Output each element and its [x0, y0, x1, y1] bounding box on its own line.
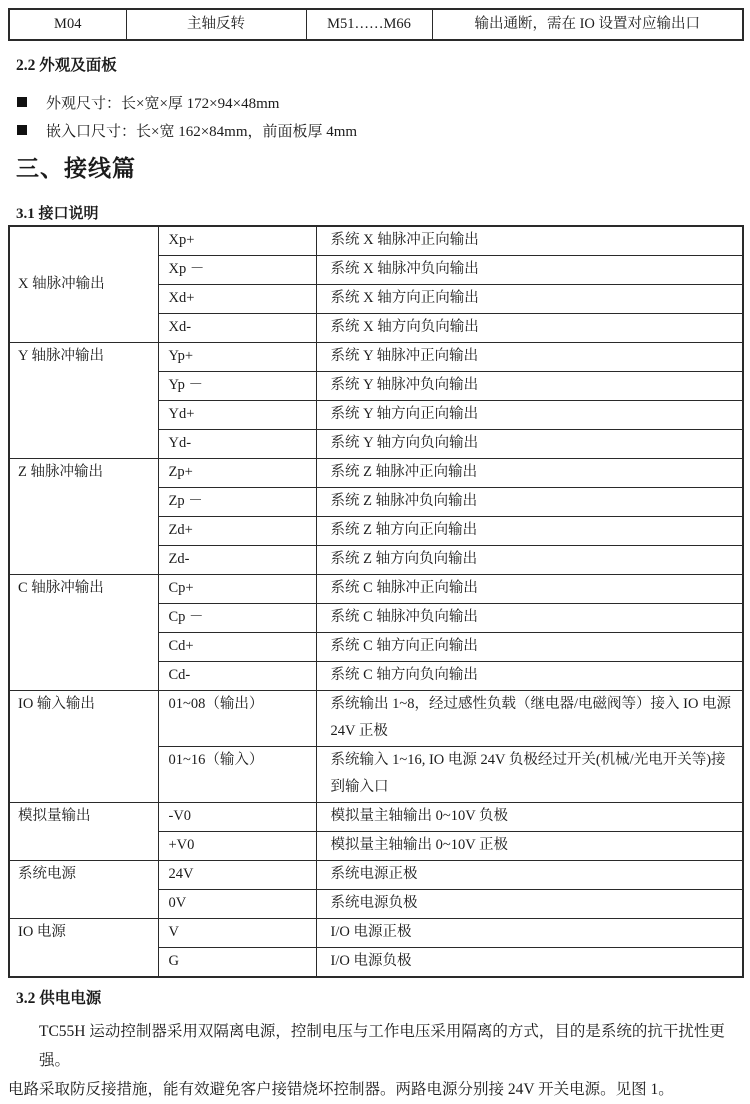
description-cell: I/O 电源负极 [316, 948, 743, 978]
section-3-1-heading: 3.1 接口说明 [16, 206, 99, 222]
description-cell: 系统电源负极 [316, 890, 743, 919]
description-cell: 系统 X 轴脉冲负向输出 [316, 256, 743, 285]
description-cell: 系统 X 轴方向正向输出 [316, 285, 743, 314]
m-code-row [9, 9, 743, 40]
pin-cell: 24V [158, 861, 316, 890]
section-3-2-heading: 3.2 供电电源 [16, 990, 102, 1007]
table-row [9, 459, 743, 488]
description-cell: 系统 Z 轴方向正向输出 [316, 517, 743, 546]
table-row [9, 861, 743, 890]
pin-cell: Cp+ [158, 575, 316, 604]
group-label-cell: Y 轴脉冲输出 [9, 343, 158, 459]
description-cell: I/O 电源正极 [316, 919, 743, 948]
pin-cell: Xd+ [158, 285, 316, 314]
table-row [9, 226, 743, 256]
pin-cell: 01~16（输入） [158, 747, 316, 803]
m-code-function-cell: 主轴反转 [126, 9, 306, 40]
description-cell: 模拟量主轴输出 0~10V 负极 [316, 803, 743, 832]
description-cell: 系统 C 轴方向正向输出 [316, 633, 743, 662]
paragraph-line: TC55H 运动控制器采用双隔离电源，控制电压与工作电压采用隔离的方式，目的是系统的抗干扰性更强。 [39, 1023, 725, 1069]
table-row [9, 343, 743, 372]
table-row [9, 575, 743, 604]
interface-table [8, 225, 744, 978]
bullet-square-icon [17, 97, 27, 107]
paragraph-line: 电路采取防反接措施，能有效避免客户接错烧坏控制器。两路电源分别接 24V 开关电源。见图 1。 [8, 1081, 674, 1098]
bullet-text: 嵌入口尺寸：长×宽 162×84mm，前面板厚 4mm [46, 123, 358, 140]
table-row [9, 691, 743, 747]
description-cell: 系统输出 1~8，经过感性负载（继电器/电磁阀等）接入 IO 电源 24V 正极 [316, 691, 743, 747]
description-cell: 系统 Y 轴方向正向输出 [316, 401, 743, 430]
pin-cell: 01~08（输出） [158, 691, 316, 747]
pin-cell: Xd- [158, 314, 316, 343]
group-label-cell: 模拟量输出 [9, 803, 158, 861]
description-cell: 系统 C 轴脉冲正向输出 [316, 575, 743, 604]
description-cell: 系统 X 轴方向负向输出 [316, 314, 743, 343]
bullet-item-cutout [17, 121, 742, 139]
pin-cell: Zd- [158, 546, 316, 575]
description-cell: 系统输入 1~16, IO 电源 24V 负极经过开关(机械/光电开关等)接到输入口 [316, 747, 743, 803]
description-cell: 系统电源正极 [316, 861, 743, 890]
pin-cell: V [158, 919, 316, 948]
pin-cell: -V0 [158, 803, 316, 832]
m-code-cell: M04 [9, 9, 126, 40]
pin-cell: Zp － [158, 488, 316, 517]
m-code-range-cell: M51……M66 [306, 9, 432, 40]
group-label-cell: 系统电源 [9, 861, 158, 919]
pin-cell: Yd+ [158, 401, 316, 430]
bullet-text: 外观尺寸：长×宽×厚 172×94×48mm [46, 95, 280, 112]
description-cell: 系统 C 轴脉冲负向输出 [316, 604, 743, 633]
section-2-2-heading: 2.2 外观及面板 [16, 57, 117, 74]
pin-cell: Zp+ [158, 459, 316, 488]
pin-cell: Cd- [158, 662, 316, 691]
table-row [9, 919, 743, 948]
pin-cell: Cd+ [158, 633, 316, 662]
description-cell: 系统 Y 轴脉冲负向输出 [316, 372, 743, 401]
power-supply-paragraph [8, 1017, 742, 1104]
pin-cell: Xp+ [158, 226, 316, 256]
m-code-description-cell: 输出通断，需在 IO 设置对应输出口 [432, 9, 743, 40]
group-label-cell: IO 输入输出 [9, 691, 158, 803]
pin-cell: Xp － [158, 256, 316, 285]
pin-cell: +V0 [158, 832, 316, 861]
pin-cell: Yd- [158, 430, 316, 459]
description-cell: 系统 Y 轴方向负向输出 [316, 430, 743, 459]
description-cell: 系统 Z 轴脉冲正向输出 [316, 459, 743, 488]
bullet-square-icon [17, 125, 27, 135]
description-cell: 系统 Y 轴脉冲正向输出 [316, 343, 743, 372]
pin-cell: Yp+ [158, 343, 316, 372]
pin-cell: Zd+ [158, 517, 316, 546]
group-label-cell: IO 电源 [9, 919, 158, 978]
description-cell: 系统 Z 轴脉冲负向输出 [316, 488, 743, 517]
pin-cell: 0V [158, 890, 316, 919]
pin-cell: Yp － [158, 372, 316, 401]
bullet-item-dimensions [17, 93, 742, 111]
chapter-3-heading: 三、接线篇 [16, 156, 136, 181]
group-label-cell: C 轴脉冲输出 [9, 575, 158, 691]
table-row [9, 803, 743, 832]
pin-cell: Cp － [158, 604, 316, 633]
pin-cell: G [158, 948, 316, 978]
m-code-table-fragment [8, 8, 744, 41]
group-label-cell: X 轴脉冲输出 [9, 226, 158, 343]
description-cell: 系统 Z 轴方向负向输出 [316, 546, 743, 575]
description-cell: 系统 C 轴方向负向输出 [316, 662, 743, 691]
description-cell: 模拟量主轴输出 0~10V 正极 [316, 832, 743, 861]
interface-table-body [9, 226, 743, 977]
description-cell: 系统 X 轴脉冲正向输出 [316, 226, 743, 256]
group-label-cell: Z 轴脉冲输出 [9, 459, 158, 575]
